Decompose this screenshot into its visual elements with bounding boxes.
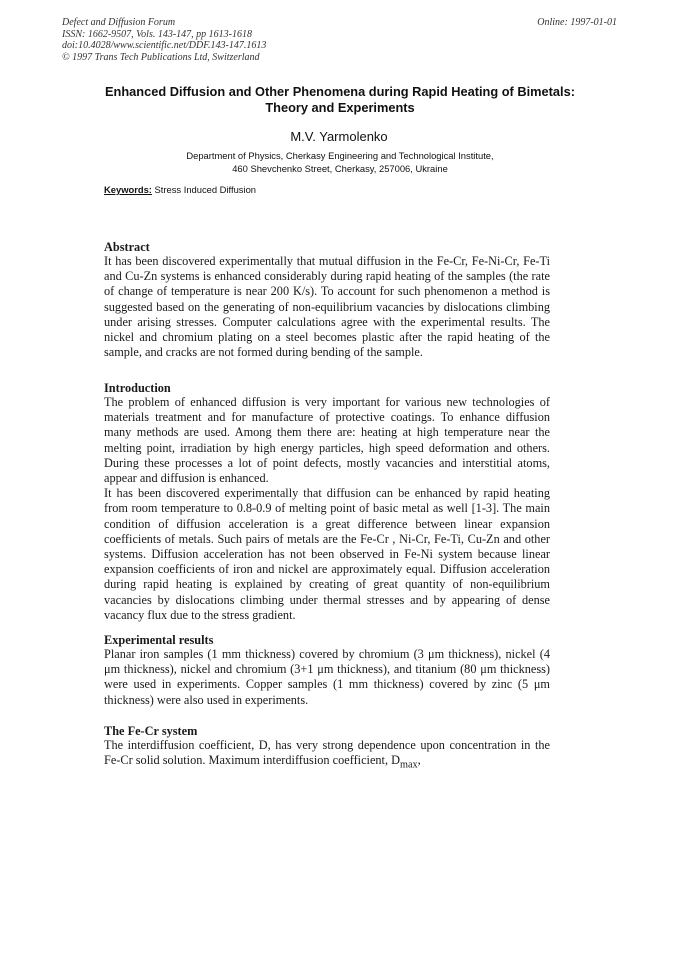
fecr-text-subscript: max [400,759,418,771]
journal-issn: ISSN: 1662-9507, Vols. 143-147, pp 1613-1618 [62,28,252,40]
introduction-text [104,395,550,623]
journal-name: Defect and Diffusion Forum [62,17,176,28]
abstract-text [104,254,550,360]
fecr-text [104,738,550,773]
keywords-label: Keywords: [104,184,152,195]
paper-title: Enhanced Diffusion and Other Phenomena during Rapid Heating of Bimetals: Theory and Experiments [105,84,575,115]
fecr-paragraph [104,738,550,773]
keywords [104,184,256,195]
introduction-section [104,381,550,623]
paper-author: M.V. Yarmolenko [290,129,388,144]
fecr-section [104,724,550,773]
keywords-text: Stress Induced Diffusion [154,184,256,195]
abstract-paragraph: It has been discovered experimentally that mutual diffusion in the Fe-Cr, Fe-Ni-Cr, Fe-Ti and Cu-Zn systems is enhanced considerably during rapid heating of the samples (the rate of change of temperature is near 200 K/s). To account for such phenomenon a method is suggested based on the generating of non-equilibrium vacancies by dislocations climbing under arising stresses. Computer calculations agree with the experimental results. The nickel and chromium plating on a steel becomes plastic after the rapid heating of the sample, and cracks are not formed during bending of the sample. [104,254,550,360]
experimental-heading: Experimental results [104,633,214,647]
online-date: Online: 1997-01-01 [537,17,617,28]
introduction-paragraph-2: It has been discovered experimentally that diffusion can be enhanced by rapid heating from room temperature to 0.8-0.9 of melting point of basic metal as well [1-3]. The main condition of diffusion acceleration is a great difference between linear expansion coefficients of metals. Such pairs of metals are the Fe-Cr , Ni-Cr, Fe-Ti, Cu-Zn and other systems. Diffusion acceleration has not been observed in Fe-Ni system because linear expansion coefficients of iron and nickel are approximately equal. Diffusion acceleration during rapid heating is explained by creating of great quantity of non-equilibrium vacancies by dislocations climbing under thermal stresses and by appearing of dense vacancy flux due to the stress gradient. [104,486,550,622]
journal-doi[interactable]: doi:10.4028/www.scientific.net/DDF.143-147.1613 [62,40,267,51]
experimental-section [104,633,550,708]
fecr-heading: The Fe-Cr system [104,724,198,738]
affiliation-line-2: 460 Shevchenko Street, Cherkasy, 257006, Ukraine [232,162,448,174]
experimental-text [104,647,550,708]
experimental-paragraph: Planar iron samples (1 mm thickness) covered by chromium (3 μm thickness), nickel (4 μm thickness), nickel and chromium (3+1 μm thickness), and titanium (80 μm thickness) were used in experiments. Copper samples (1 mm thickness) covered by zinc (5 μm thickness) were also used in experiments. [104,647,550,707]
abstract-section [104,240,550,360]
journal-copyright: © 1997 Trans Tech Publications Ltd, Switzerland [62,51,260,63]
introduction-paragraph-1: The problem of enhanced diffusion is very important for various new technologies of materials treatment and for manufacture of protective coatings. To enhance diffusion many methods are used. Among them there are: heating at high temperature near the melting point, irradiation by high energy particles, high speed deformation and others. During these processes a lot of point defects, mostly vacancies and interstitial atoms, appear and diffusion is enhanced. [104,395,550,486]
introduction-heading: Introduction [104,381,171,395]
journal-header [62,17,266,63]
author-affiliation [120,150,560,175]
abstract-heading: Abstract [104,240,150,254]
affiliation-line-1: Department of Physics, Cherkasy Engineering and Technological Institute, [186,150,494,161]
fecr-text-tail: , [417,753,421,768]
fecr-text-main: The interdiffusion coefficient, D, has very strong dependence upon concentration in the Fe-Cr solid solution. Maximum interdiffusion coefficient, D [104,738,550,768]
